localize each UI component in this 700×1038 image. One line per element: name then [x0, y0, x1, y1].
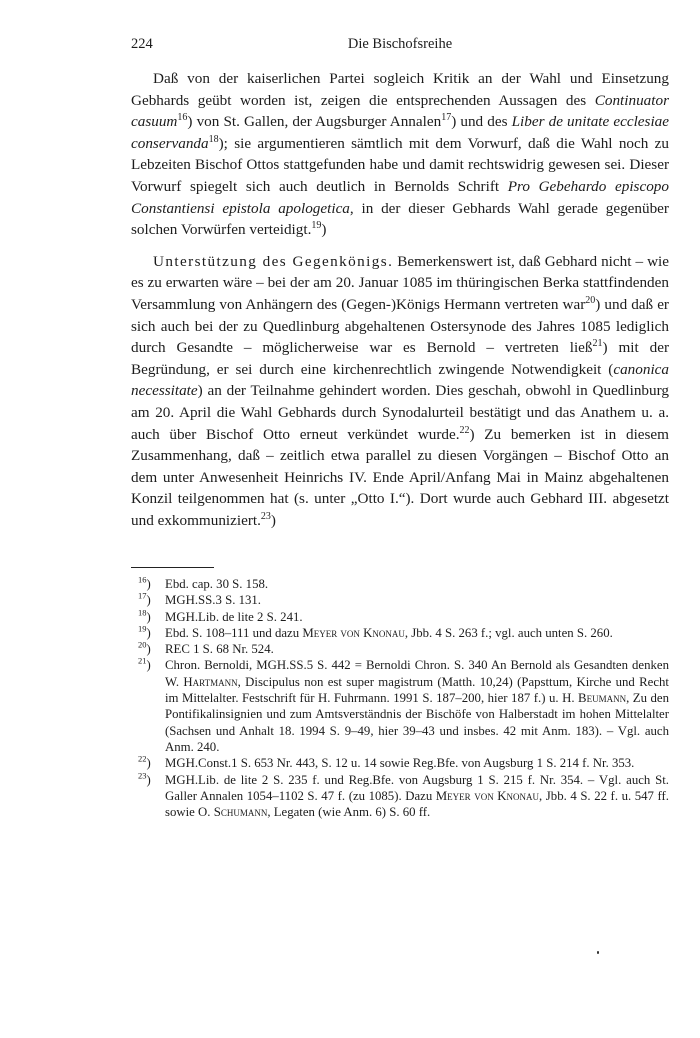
footnote-23 — [131, 772, 669, 821]
footnote-17 — [131, 592, 669, 608]
footnote-20 — [131, 641, 669, 657]
footnote-19 — [131, 625, 669, 641]
footnote-number: $^{16}$) — [138, 574, 151, 591]
italic-term: canonica necessitate — [131, 360, 669, 400]
footnote-text: MGH.Lib. de lite 2 S. 235 f. und Reg.Bfe. von Augsburg 1 S. 215 f. Nr. 354. – Vgl. auch St. Galler Annalen 1054–1102 S. 47 f. (zu 1085). Dazu — [165, 772, 669, 803]
italic-title: Liber de unitate ecclesiae conservanda — [131, 113, 669, 152]
footnote-text: Chron. Bernoldi, MGH.SS.5 S. 442 = Bernoldi Chron. S. 340 An Bernold als Gesandten denken W. — [165, 658, 669, 689]
footnote-text: , Jbb. 4 S. 22 f. u. 547 ff. sowie O. — [165, 788, 669, 820]
text-run: Daß von der kaiserlichen Partei sogleich Kritik an der Wahl und Einsetzung Gebhards geübt worden ist, zeigen die entsprechenden Aussagen des — [131, 70, 669, 109]
text-run: ) — [321, 221, 327, 239]
footnote-16 — [131, 576, 669, 592]
footnote-text: , Jbb. 4 S. 263 f.; vgl. auch unten S. 260. — [404, 625, 613, 640]
italic-title: Pro Gebehardo episcopo Constantiensi epistola apologetica — [131, 177, 669, 217]
footnote-ref: 17 — [441, 112, 452, 124]
footnote-ref: 22 — [459, 424, 470, 436]
author-name: Meyer von Knonau — [302, 625, 405, 640]
footnote-22 — [131, 755, 669, 771]
footnote-ref: 18 — [208, 133, 219, 145]
text-run: ) von St. Gallen, der Augsburger Annalen — [187, 113, 442, 131]
footnote-text: Ebd. S. 108–111 und dazu — [165, 625, 303, 640]
footnote-number: $^{22}$) — [138, 754, 151, 771]
footnote-ref: 19 — [311, 220, 322, 232]
footnote-number: $^{18}$) — [138, 607, 151, 624]
text-run: , in der dieser Gebhards Wahl gerade gegenüber solchen Vorwürfen verteidigt. — [131, 199, 669, 239]
text-run: ) mit der Begründung, er sei durch eine kirchenrechtlich zwingende Notwendigkeit ( — [131, 339, 670, 378]
running-title: Die Bischofsreihe — [347, 36, 453, 52]
footnote-21 — [131, 657, 669, 755]
footnotes — [131, 576, 669, 820]
text-run: ) an der Teilnahme gehindert worden. Dies geschah, obwohl in Quedlinburg am 20. April die Wahl Gebhards durch Synodalurteil bestätigt und das Anathem u. a. auch über Bischof Otto erneut verkündet wurde. — [131, 382, 669, 443]
footnote-18 — [131, 609, 669, 625]
text-run: ) und daß er sich auch bei der zu Quedlinburg abgehaltenen Ostersynode des Jahres 1085 lediglich durch Gesandte – möglicherweise war es Bernold – vertreten ließ — [131, 295, 669, 357]
footnote-number: $^{23}$) — [138, 770, 151, 787]
author-name: Meyer von Knonau — [435, 788, 540, 803]
footnote-ref: 21 — [592, 338, 603, 350]
page-number: 224 — [131, 36, 153, 52]
footnote-text: , Discipulus non est super magistrum (Matth. 10,24) (Papsttum, Kirche und Recht im Mittelalter. Festschrift für H. Fuhrmann. 1991 S. 187–200, hier 187 f.) u. H. — [165, 674, 669, 706]
footnote-ref: 20 — [585, 294, 596, 306]
footnote-number: $^{21}$) — [138, 656, 151, 673]
author-name: Beumann — [578, 691, 627, 706]
footnote-number: $^{20}$) — [138, 639, 151, 657]
footnote-number: $^{17}$) — [138, 591, 151, 608]
footnote-text: MGH.Const.1 S. 653 Nr. 443, S. 12 u. 14 sowie Reg.Bfe. von Augsburg 1 S. 214 f. Nr. 353. — [165, 756, 635, 771]
footnote-text: , Legaten (wie Anm. 6) S. 60 ff. — [267, 805, 431, 820]
italic-title: Continuator casuum — [131, 91, 669, 131]
footnote-rule — [131, 567, 214, 568]
author-name: Hartmann — [183, 674, 238, 689]
footnote-number: $^{19}$) — [138, 623, 151, 640]
author-name: Schumann — [213, 805, 268, 820]
footnote-text: MGH.Lib. de lite 2 S. 241. — [165, 609, 303, 624]
footnote-ref: 16 — [177, 112, 188, 124]
scan-speck — [597, 951, 599, 954]
footnote-ref: 23 — [260, 510, 271, 522]
footnote-text: Ebd. cap. 30 S. 158. — [165, 577, 269, 591]
footnote-text: MGH.SS.3 S. 131. — [165, 593, 262, 608]
text-run: ) und des — [451, 113, 512, 131]
paragraph-antiking — [131, 251, 669, 532]
footnote-text: , Zu den Pontifikalinsignien und zum Amtsverständnis der Bischöfe von Halberstadt im hohen Mittelalter (Sachsen und Anhalt 18. 1994 S. 9–49, hier 39–43 und insbes. 42 mit Anm. 183). – Vgl. auch Anm. 240. — [165, 691, 669, 754]
text-run: Bemerkenswert ist, daß Gebhard nicht – wie es zu erwarten wäre – bei der am 20. Januar 1085 im thüringischen Berka stattfindenden Versammlung von Anhängern des (Gegen-)Königs Hermann vertreten war — [131, 252, 669, 313]
footnote-text: REC 1 S. 68 Nr. 524. — [165, 642, 274, 657]
page-header — [131, 36, 669, 56]
text-run: ) Zu bemerken ist in diesem Zusammenhang, daß – zeitlich etwa parallel zu diesen Vorgängen – Bischof Otto an dem unter Anwesenheit Heinrichs IV. Ende April/Anfang Mai in Mainz abgehaltenen Konzil teilgenommen hat (s. unter „Otto I.“). Dort wurde auch Gebhard III. abgesetzt und exkommuniziert. — [131, 425, 669, 529]
paragraph-criticism — [131, 68, 669, 241]
text-run: ) — [270, 511, 276, 529]
main-text — [131, 68, 669, 541]
section-lead: Unterstützung des Gegenkönigs. — [153, 252, 394, 270]
text-run: ); sie argumentieren sämtlich mit dem Vorwurf, daß die Wahl noch zu Lebzeiten Bischof Ottos stattgefunden habe und damit rechtswidrig gewesen sei. Dieser Vorwurf spiegelt sich auch deutlich in Bernolds Schrift — [131, 134, 669, 195]
